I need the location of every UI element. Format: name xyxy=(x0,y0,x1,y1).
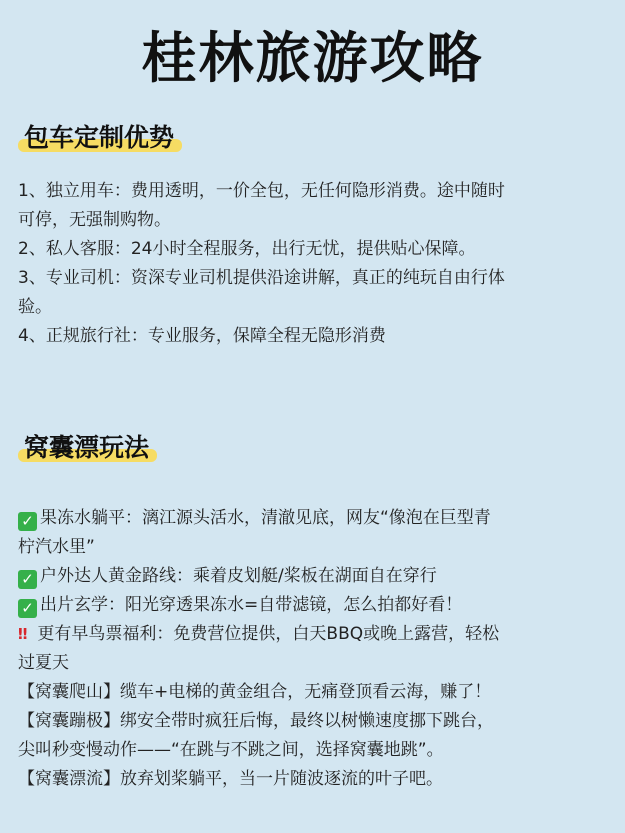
section-heading-wonang xyxy=(18,428,157,464)
text-line: 验。 xyxy=(18,297,52,317)
text-line: 【窝囊爬山】缆车+电梯的黄金组合，无痛登顶看云海，赚了！ xyxy=(18,682,492,702)
text-line: ✓ 出片玄学：阳光穿透果冻水=自带滤镜，怎么拍都好看！ xyxy=(18,591,610,620)
text-line: 尖叫秒变慢动作——“在跳与不跳之间，选择窝囊地跳”。 xyxy=(18,740,444,760)
text-line: 柠汽水里” xyxy=(18,537,95,557)
text-line: ‼ 更有早鸟票福利：免费营位提供，白天BBQ或晚上露营，轻松 xyxy=(18,624,500,644)
text-line: ✓ 户外达人黄金路线：乘着皮划艇/桨板在湖面自在穿行 xyxy=(18,562,610,591)
section-heading-text: 包车定制优势 xyxy=(18,118,182,154)
text-line: 4、正规旅行社：专业服务，保障全程无隐形消费 xyxy=(18,326,386,346)
double-exclamation-icon: ‼ xyxy=(18,625,28,643)
text-line: 【窝囊蹦极】绑安全带时疯狂后悔，最终以树懒速度挪下跳台， xyxy=(18,711,494,731)
text-line: ✓ 果冻水躺平：漓江源头活水，清澈见底，网友“像泡在巨型青 xyxy=(18,504,610,533)
text-line: 可停，无强制购物。 xyxy=(18,210,171,230)
wonang-activities-list xyxy=(18,504,610,794)
text-line: 过夏天 xyxy=(18,653,69,673)
charter-advantages-list xyxy=(18,177,610,351)
text-line: 3、专业司机：资深专业司机提供沿途讲解，真正的纯玩自由行体 xyxy=(18,268,505,288)
page-title: 桂林旅游攻略 xyxy=(141,26,484,90)
check-mark-icon: ✓ xyxy=(18,570,37,589)
check-mark-icon: ✓ xyxy=(18,599,37,618)
text-line: 【窝囊漂流】放弃划桨躺平，当一片随波逐流的叶子吧。 xyxy=(18,769,443,789)
text-line: 1、独立用车：费用透明，一价全包，无任何隐形消费。途中随时 xyxy=(18,181,505,201)
check-mark-icon: ✓ xyxy=(18,512,37,531)
section-heading-text: 窝囊漂玩法 xyxy=(18,428,157,464)
text-line: 2、私人客服：24小时全程服务，出行无忧，提供贴心保障。 xyxy=(18,239,476,259)
section-heading-charter xyxy=(18,118,182,154)
